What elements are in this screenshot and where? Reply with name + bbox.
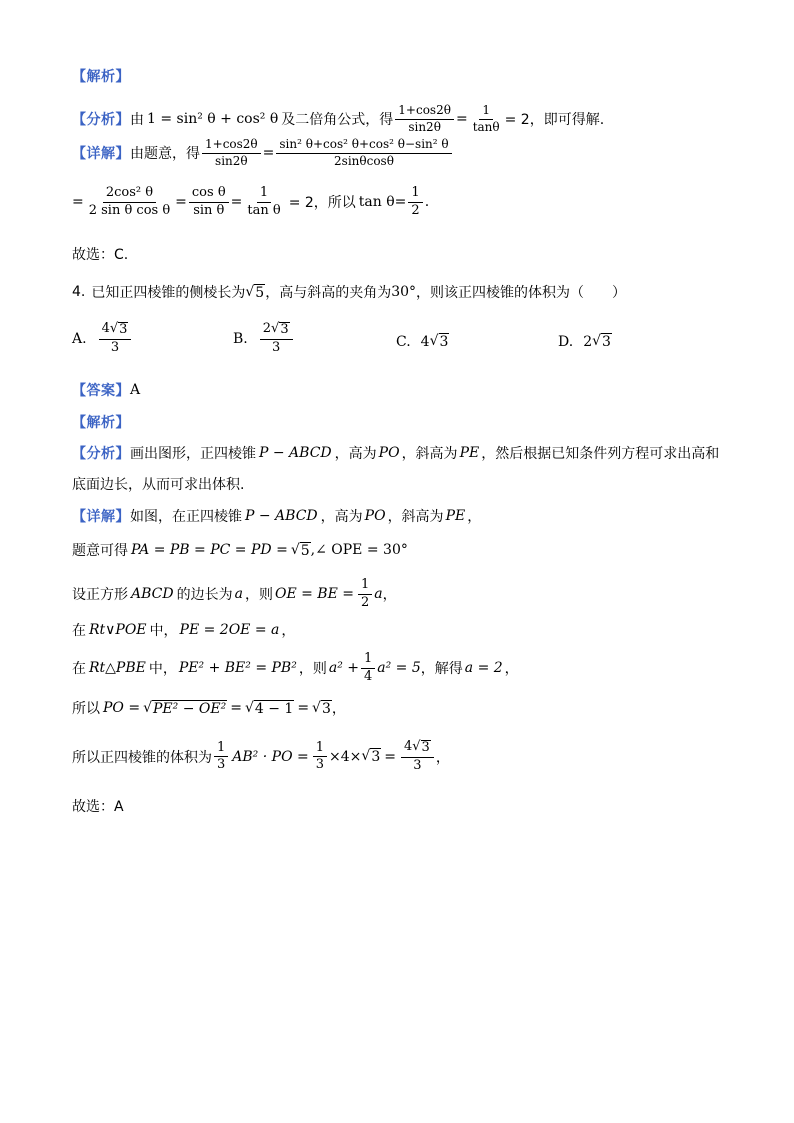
answer-heading: 【答案】 A [72, 382, 141, 399]
fraction: $\frac{1}{2}$ [358, 578, 372, 611]
sqrt-5: √ 5 [245, 283, 265, 301]
xiangjie-line-2: = $\frac{\text{2cos² θ}}{\text{2 sin θ cos θ}}$ = $\frac{\text{cos θ}}{\text{sin θ}}$ = $\frac{1}{\text{tan θ}}$ = 2，所以 tan θ= $\frac{1}{2}$ . [72, 185, 430, 218]
fenxi-line-2b: 底面边长，从而可求出体积. [72, 477, 245, 493]
fraction: 4√ 3 3 [99, 322, 132, 356]
detail-line-2: 题意可得 PA = PB = PC = PD = √ 5 ,∠ OPE = 30° [72, 541, 408, 559]
fraction: $\frac{1}{3}$ [313, 741, 327, 774]
xiangjie-line-1: 【详解】 由题意，得 $\frac{1+\cos 2\theta}{\sin 2\theta}$ = $\frac{\text{sin² θ+cos² θ+cos² θ−sin² θ}}{2\sin\theta\cos\theta}$ [72, 138, 454, 169]
detail-line-3: 设正方形 ABCD 的边长为 a ，则 OE = BE = $\frac{1}{2}$ a ， [72, 577, 397, 610]
fraction: $\frac{\text{sin² θ+cos² θ+cos² θ−sin² θ}}{2\sin\theta\cos\theta}$ [276, 138, 451, 169]
fenxi-tag: 【分析】 [72, 112, 130, 129]
fraction: $\frac{1+\cos 2\theta}{\sin 2\theta}$ [395, 104, 454, 135]
fraction: $\frac{\text{2cos² θ}}{\text{2 sin θ cos θ}}$ [88, 185, 171, 218]
xiangjie-tag: 【详解】 [72, 146, 130, 163]
jiexi-tag: 【解析】 [72, 415, 130, 431]
answer-line-2: 故选：A [72, 799, 124, 815]
option-d[interactable]: D. 2 √ 3 [558, 333, 611, 350]
identity-formula: 1 = sin² θ + cos² θ [147, 111, 279, 128]
fraction: $\frac{1}{3}$ [214, 741, 228, 774]
jiexi-tag: 【解析】 [72, 69, 130, 85]
option-a[interactable]: A. 4√ 3 3 [72, 322, 133, 356]
fraction: 4√ 3 3 [401, 740, 434, 774]
xiangjie-line-2a: 【详解】 如图，在正四棱锥 P − ABCD ，高为 PO ，斜高为 PE ， [72, 508, 482, 525]
fraction: 2√ 3 3 [260, 322, 293, 356]
xiangjie-tag: 【详解】 [72, 509, 130, 525]
question-4: 4. 已知正四棱锥的侧棱长为 √ 5 ，高与斜高的夹角为 30° ，则该正四棱锥的体积为（ ） [72, 283, 627, 301]
fraction: $\frac{1}{2}$ [408, 186, 422, 219]
question-number: 4. [72, 284, 86, 300]
fraction: $\frac{1}{\text{tan θ}}$ [247, 185, 281, 218]
daan-tag: 【答案】 [72, 383, 130, 399]
jiexi-heading-1 [72, 66, 130, 86]
fraction: $\frac{1+\cos 2\theta}{\sin 2\theta}$ [202, 138, 261, 169]
detail-line-5: 在 Rt△PBE 中， PE² + BE² = PB² ，则 a² + $\frac{1}{4}$ a² = 5 ，解得 a = 2 ， [72, 651, 519, 684]
fraction: $\frac{1}{\tan\theta}$ [472, 103, 500, 134]
fenxi-line-1: 【分析】 由 1 = sin² θ + cos² θ 及二倍角公式，得 $\frac{1+\cos 2\theta}{\sin 2\theta}$ = $\frac{1}{\tan\theta}$ = 2，即可得解. [72, 103, 605, 134]
option-b[interactable]: B. 2√ 3 3 [233, 322, 295, 356]
fraction: $\frac{\text{cos θ}}{\text{sin θ}}$ [189, 186, 229, 219]
option-c[interactable]: C. 4 √ 3 [396, 333, 449, 350]
answer-line-1: 故选：C. [72, 247, 129, 263]
detail-line-7: 所以正四棱锥的体积为 $\frac{1}{3}$ AB² · PO = $\frac{1}{3}$ ×4× √ 3 = 4√ 3 3 ， [72, 739, 450, 773]
detail-line-4: 在 Rt∨POE 中， PE = 2OE = a ， [72, 622, 296, 639]
jiexi-heading-2 [72, 412, 130, 432]
fenxi-line-2a: 【分析】 画出图形，正四棱锥 P − ABCD ，高为 PO ，斜高为 PE ，然后根据已知条件列方程可求出高和 [72, 445, 720, 462]
fenxi-tag: 【分析】 [72, 446, 130, 462]
detail-line-6: 所以 PO = √ PE² − OE² = √ 4 − 1 = √ 3 ， [72, 699, 346, 717]
fraction: $\frac{1}{4}$ [361, 652, 375, 685]
